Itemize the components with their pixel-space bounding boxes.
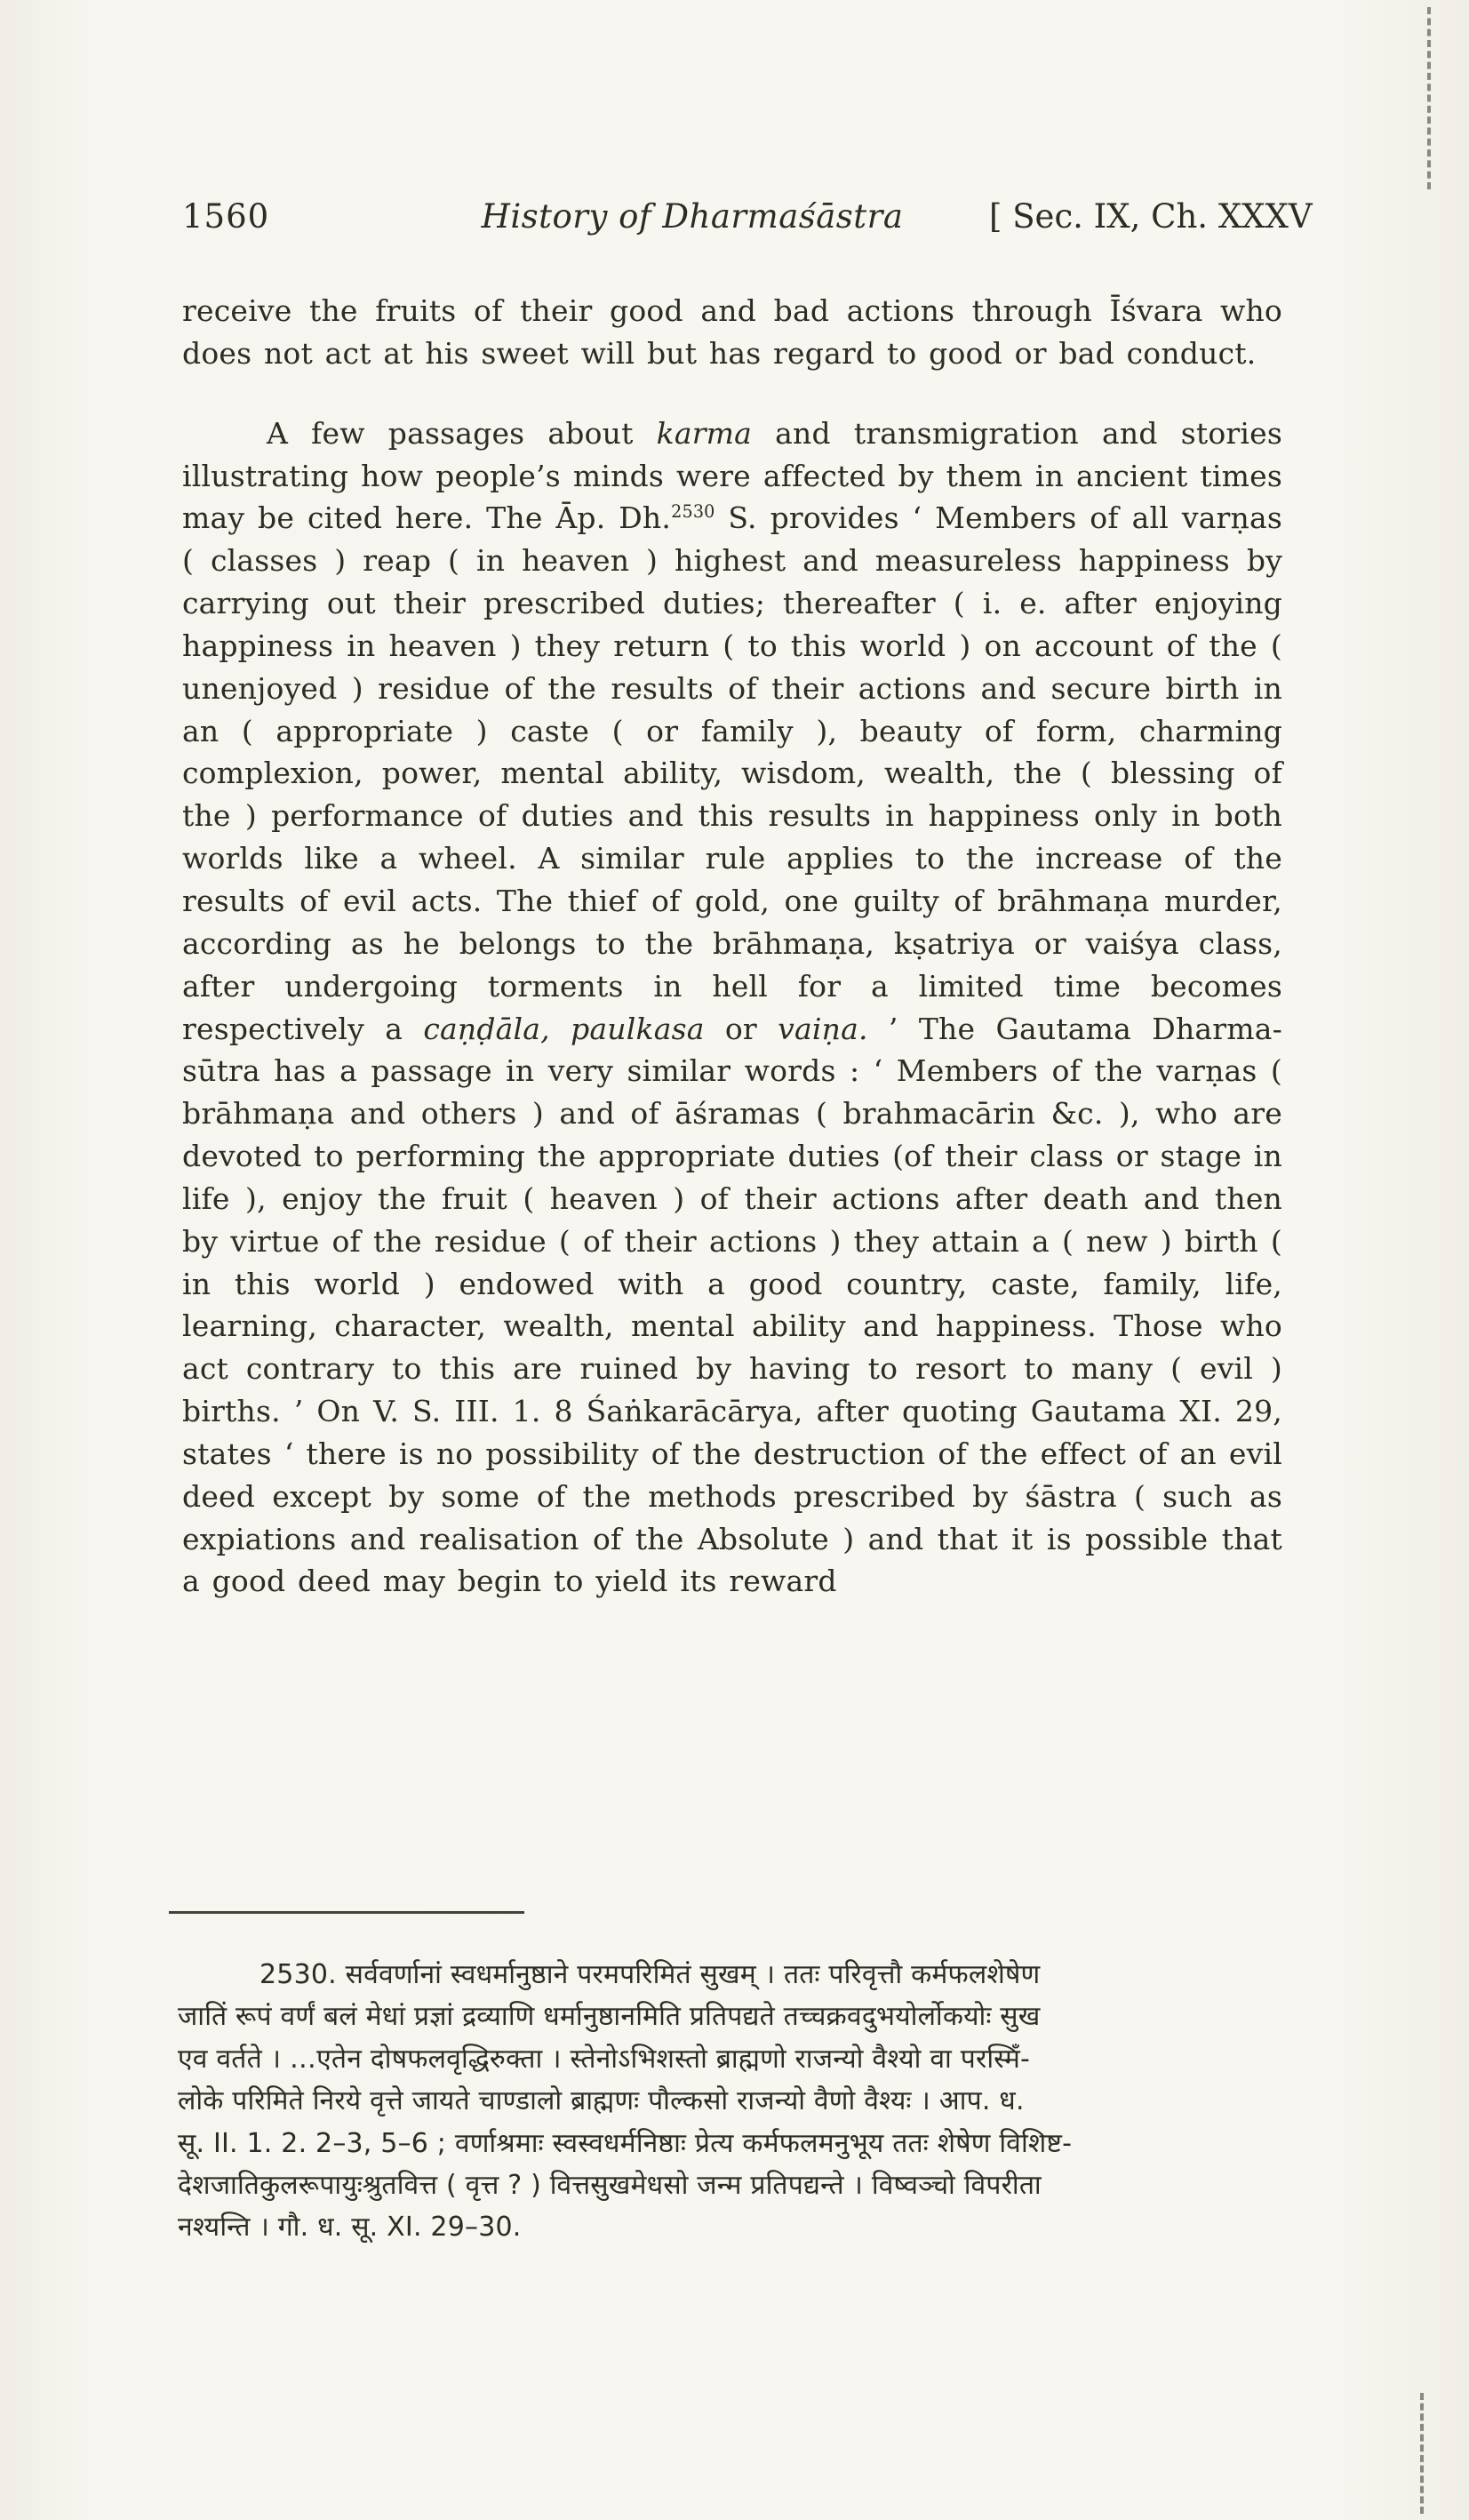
footnote-separator	[169, 1911, 524, 1914]
paragraph-main: A few passages about karma and transmigration and stories illustrating how people’s minds were affected by them in ancient times may be cited here. The Āp. Dh.$^{2530}$ S. provides ‘ Members of all varṇas ( classes ) reap ( in heaven ) highest and measureless happiness by carrying out their prescribed duties; thereafter ( i. e. after enjoying happiness in heaven ) they return ( to this world ) on account of the ( unenjoyed ) residue of the results of their actions and secure birth in an ( appropriate ) caste ( or family ), beauty of form, charming complexion, power, mental ability, wisdom, wealth, the ( blessing of the ) performance of duties and this results in happiness only in both worlds like a wheel. A similar rule applies to the increase of the results of evil acts. The thief of gold, one guilty of brāhmaṇa murder, according as he belongs to the brāhmaṇa, kṣatriya or vaiśya class, after undergoing torments in hell for a limited time becomes respectively a caṇḍāla, paulkasa or vaiṇa. ’ The Gautama Dharma-sūtra has a passage in very similar words : ‘ Members of the varṇas ( brāhmaṇa and others ) and of āśramas ( brahmacārin &c. ), who are devoted to performing the appropriate duties (of their class or stage in life ), enjoy the fruit ( heaven ) of their actions after death and then by virtue of the residue ( of their actions ) they attain a ( new ) birth ( in this world ) endowed with a good country, caste, family, life, learning, character, wealth, mental ability and happiness. Those who act contrary to this are ruined by having to resort to many ( evil ) births. ’ On V. S. III. 1. 8 Śaṅkarācārya, after quoting Gautama XI. 29, states ‘ there is no possibility of the destruction of the effect of an evil deed except by some of the methods prescribed by śāstra ( such as expiations and realisation of the Absolute ) and that it is possible that a good deed may begin to yield its reward	[182, 415, 1282, 1599]
footnote-line: 2530. सर्ववर्णानां स्वधर्मानुष्ठाने परमपरिमितं सुखम् । ततः परिवृत्तौ कर्मफलशेषेण	[259, 1959, 1041, 1990]
footnote-2530	[178, 1954, 1289, 2249]
body-text	[182, 290, 1282, 1603]
footnote-line: लोके परिमिते निरये वृत्ते जायते चाण्डालो ब्राह्मणः पौल्कसो राजन्यो वैणो वैश्यः । आप. ध.	[178, 2085, 1025, 2117]
scan-fold-mark-bottom	[1420, 2393, 1424, 2514]
book-title: History of Dharmaśāstra	[481, 197, 904, 236]
footnote-line: देशजातिकुलरूपायुःश्रुतवित्त ( वृत्त ? ) वित्तसुखमेधसो जन्म प्रतिपद्यन्ते । विष्वञ्चो विपरीता	[178, 2169, 1042, 2201]
footnote-line: सू. II. 1. 2. 2–3, 5–6 ; वर्णाश्रमाः स्वस्वधर्मनिष्ठाः प्रेत्य कर्मफलमनुभूय ततः शेषेण विशिष्ट-	[178, 2127, 1073, 2159]
page-number: 1560	[182, 197, 270, 236]
section-reference: [ Sec. IX, Ch. XXXV	[989, 197, 1313, 236]
footnote-line: जातिं रूपं वर्णं बलं मेधां प्रज्ञां द्रव्याणि धर्मानुष्ठानमिति प्रतिपद्यते तच्चक्रवदुभयोर्लोकयोः सुख	[178, 2001, 1041, 2033]
page-header	[182, 197, 1313, 236]
paragraph-continuation: receive the fruits of their good and bad actions through Īśvara who does not act at his sweet will but has regard to good or bad conduct.	[182, 293, 1282, 371]
scan-fold-mark-top	[1427, 7, 1431, 189]
footnote-line: नश्यन्ति । गौ. ध. सू. XI. 29–30.	[178, 2212, 522, 2244]
footnote-line: एव वर्तते । …एतेन दोषफलवृद्धिरुक्ता । स्तेनोऽभिशस्तो ब्राह्मणो राजन्यो वैश्यो वा परस्मिँ-	[178, 2043, 1031, 2075]
